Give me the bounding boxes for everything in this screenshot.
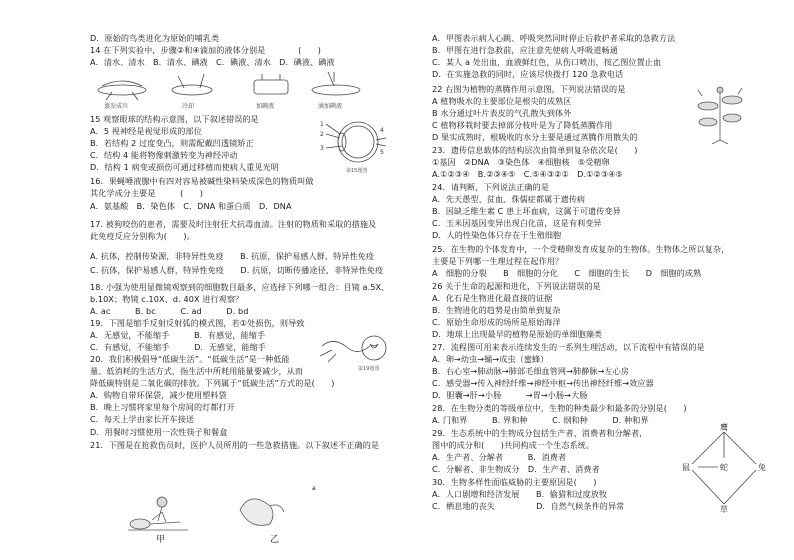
q18-stem: 18. 小强为使用显微镜观察到的细胞数目最多，应选择下列哪一组合：目镜 a.5X、	[90, 282, 390, 292]
q20-option-b: B．晚上习惯将家里每个房间的灯都打开	[90, 402, 235, 412]
q19-stem: 19．下图是缩手反射反射弧的模式图，若①处损伤，则导致	[90, 318, 305, 328]
q21-first-aid-figure	[120, 480, 320, 545]
q24-stem: 24．请判断，下列说法正确的是	[432, 182, 550, 192]
label-jia: 甲	[156, 535, 166, 545]
q15-option-a: A．5 视神经是视觉形成的部位	[90, 126, 202, 136]
q22-option-c: C 植物移栽时要去掉部分枝叶是为了降低蒸腾作用	[432, 120, 613, 130]
exp-label-4: 滴加碘液	[318, 103, 343, 110]
q29-stem: 29．生态系统中的生物成分包括生产者、消费者和分解者，	[432, 428, 648, 438]
q14-options: A．清水、清水 B．清水、碘液 C．碘液、清水 D．碘液、碘液	[90, 57, 335, 67]
q25-options: A 细胞的分裂 B 细胞的分化 C 细胞的生长 D 细胞的成熟	[432, 268, 702, 278]
q20-option-c: C．每天上学由家长开车接送	[90, 414, 195, 424]
q17-options-cd: C. 抗体，保护易感人群，特异性免疫 D. 抗原，切断传播途径，非特异性免疫	[90, 265, 384, 275]
exp-label-3: 加碘液	[256, 103, 275, 110]
q30-options-ab: A．人口剧增和经济发展 B．偷猎和过度放牧	[432, 489, 608, 499]
label-a: a	[312, 485, 316, 492]
eye-num-4: 4	[380, 127, 384, 134]
q15-option-b: B．若结构 2 过度变凸，则需配戴凹透镜矫正	[90, 138, 254, 148]
q21-option-b: B．甲图在进行急救前，应注意先使病人呼吸道畅通	[432, 45, 618, 55]
q18-options: A. ac B. bc C. ad D. bd	[90, 306, 249, 316]
q22-stem: 22 右图为植物的蒸腾作用示意图，下列说法错误的是	[432, 84, 626, 94]
eye-num-3: 3	[320, 145, 324, 152]
q27-option-a: A．卵→幼虫→蛹→成虫（蜜蜂）	[432, 354, 549, 364]
q20-stem-2: 量、低消耗的生活方式，指生活中所耗用能量要减少，从而	[90, 366, 304, 376]
q24-option-a: A．先天愚型、贫血、侏儒症都属于遗传病	[432, 194, 586, 204]
q28-stem: 28．在生物分类的等级单位中，生物的种类最少和最多的分别是( )	[432, 403, 687, 413]
q26-option-d: D．地球上出现最早的植物是原始的单细胞藻类	[432, 329, 603, 339]
web-mouse: 鼠	[682, 463, 690, 472]
web-grass: 草	[720, 505, 728, 514]
exp-label-2: 冷却	[182, 103, 195, 110]
q19-options-ab: A．无感觉，不能缩手 B．有感觉，能缩手	[90, 330, 266, 340]
web-rabbit: 兔	[758, 463, 766, 472]
q24-option-c: C．玉米因基因变异出现白化苗，这是有利变异	[432, 218, 602, 228]
q26-option-c: C．原始生命形成的场所是原始海洋	[432, 317, 561, 327]
q23-options: A.①②③④ B.②③④⑤ C.⑤④③②① D.①②③④⑤	[432, 169, 623, 179]
q27-stem: 27．流程图可用来表示连续发生的一系列生理活动，以下流程中有错误的是	[432, 342, 705, 352]
q21-option-d: D．在实施急救的同时，应该尽快拨打 120 急救电话	[432, 69, 624, 79]
q15-eye-diagram	[318, 114, 388, 176]
q14-experiment-figure	[92, 68, 392, 110]
q29-options-cd: C．分解者、非生物成分 D．生产者、消费者	[432, 464, 600, 474]
q23-items: ①基因 ②DNA ③染色体 ④细胞核 ⑤受精卵	[432, 157, 610, 167]
eye-caption: 第15题图	[346, 168, 368, 174]
q20-option-d: D．用餐时习惯使用一次性筷子和餐盒	[90, 427, 228, 437]
q19-options-cd: C．有感觉，不能缩手 D．无感觉，能缩手	[90, 342, 266, 352]
q21-stem: 21．下图是在抢救伤员时，医护人员所用的一些急救措施。以下叙述不正确的是	[90, 440, 380, 450]
eye-num-5: 5	[380, 149, 384, 156]
q17-stem: 17. 被狗咬伤的患者，需要及时注射狂犬抗毒血清。注射的物质和采取的措施及	[90, 219, 377, 229]
q30-options-cd: C．栖息地的丧失 D．自然气候条件的异常	[432, 501, 625, 511]
q17-stem-2: 此免疫反应分别称为( )。	[90, 231, 195, 241]
web-eagle: 鹰	[720, 423, 728, 432]
q22-option-d: D 果实成熟时，根吸收的水分主要是通过蒸腾作用散失的	[432, 132, 638, 142]
q14-stem: 14 在下列实验中，步骤②和④滴加的液体分别是 ( )	[90, 45, 322, 55]
eye-num-2: 2	[320, 131, 324, 138]
q22-plant-transpiration-figure	[690, 84, 750, 144]
q20-stem: 20．我们积极倡导“低碳生活”。“低碳生活”是一种低能	[90, 354, 290, 364]
q17-options-ab: A. 抗体，控制传染源，非特异性免疫 B. 抗原，保护易感人群，特异性免疫	[90, 251, 375, 261]
q20-stem-3: 降低碳特别是二氧化碳的排放。下列属于“低碳生活”方式的是( )	[90, 378, 335, 388]
q21-option-c: C．某人 a 处出血，血液鲜红色，从伤口喷出，按乙图位置止血	[432, 57, 662, 67]
q15-option-c: C．结构 4 能将物像刺激转变为神经冲动	[90, 150, 238, 160]
q29-stem-2: 图中的成分和( )共同构成一个生态系统。	[432, 440, 595, 450]
q25-stem-2: 主要是下列哪一生理过程在起作用？	[432, 256, 564, 266]
q19-reflex-arc-diagram	[318, 326, 390, 374]
eye-num-1: 1	[320, 121, 324, 128]
reflex-caption: 第19题图	[358, 366, 380, 372]
q18-stem-2: b.10X；物镜 c.10X、d. 40X 进行观察？	[90, 294, 244, 304]
q15-option-d: D．结构 1 病变或损伤可通过移植而使病人重见光明	[90, 162, 279, 172]
q24-option-d: D．人的性染色体只存在于生殖细胞	[432, 230, 562, 240]
q21-option-a: A．甲图表示病人心跳、呼吸突然同时停止后救护者采取的急救方法	[432, 33, 676, 43]
q16-stem-2: 其化学成分主要是 ( )	[90, 188, 204, 198]
q13-option-d: D．原始的鸟类进化为原始的哺乳类	[90, 33, 220, 43]
q27-option-c: C．感受器→传入神经纤维→神经中枢→传出神经纤维→效应器	[432, 378, 654, 388]
q22-option-b: B 水分通过叶片表皮的气孔散失到体外	[432, 108, 572, 118]
exp-label-1: 蒸发成川	[104, 103, 129, 110]
q24-option-b: B．因缺乏维生素 C 患上坏血病，这属于可遗传变异	[432, 206, 621, 216]
q26-stem: 26 关于生命的起源和进化，下列说法错误的是	[432, 281, 601, 291]
q26-option-a: A．化石是生物进化最直接的证据	[432, 293, 553, 303]
q27-option-d: D．胆囊→肝→小肠 →胃→小肠→大肠	[432, 390, 588, 400]
q16-stem: 16．果蝇唾液腺中有四对容易被碱性染料染成深色的物质叫做	[90, 176, 314, 186]
q16-options: A．氨基酸 B．染色体 C．DNA 和蛋白质 D．DNA	[90, 201, 292, 211]
q27-option-b: B．右心室→肺动脉→肺部毛细血管网→肺静脉→左心房	[432, 366, 630, 376]
q20-option-a: A．购物自带环保袋，减少使用塑料袋	[90, 390, 227, 400]
q26-option-b: B．生物进化的趋势是由简单到复杂	[432, 305, 561, 315]
q29-food-web-diagram	[680, 420, 772, 514]
q22-option-a: A 植物吸水的主要部位是根尖的成熟区	[432, 96, 572, 106]
q28-options: A. 门和界 B. 界和种 C. 纲和种 D. 种和界	[432, 415, 649, 425]
q25-stem: 25．在生物的个体发育中，一个受精卵发育成复杂的生物体。生物体之所以复杂，	[432, 244, 730, 254]
web-snake: 蛇	[720, 463, 728, 472]
q29-options-ab: A．生产者、分解者 B．消费者	[432, 452, 567, 462]
q23-stem: 23．遗传信息载体的结构层次由简单到复杂依次是( )	[432, 145, 638, 155]
q30-stem: 30．生物多样性面临威胁的主要原因是( )	[432, 477, 597, 487]
label-yi: 乙	[270, 535, 280, 545]
q15-stem: 15 观察眼球的结构示意图，以下叙述错误的是	[90, 114, 259, 124]
